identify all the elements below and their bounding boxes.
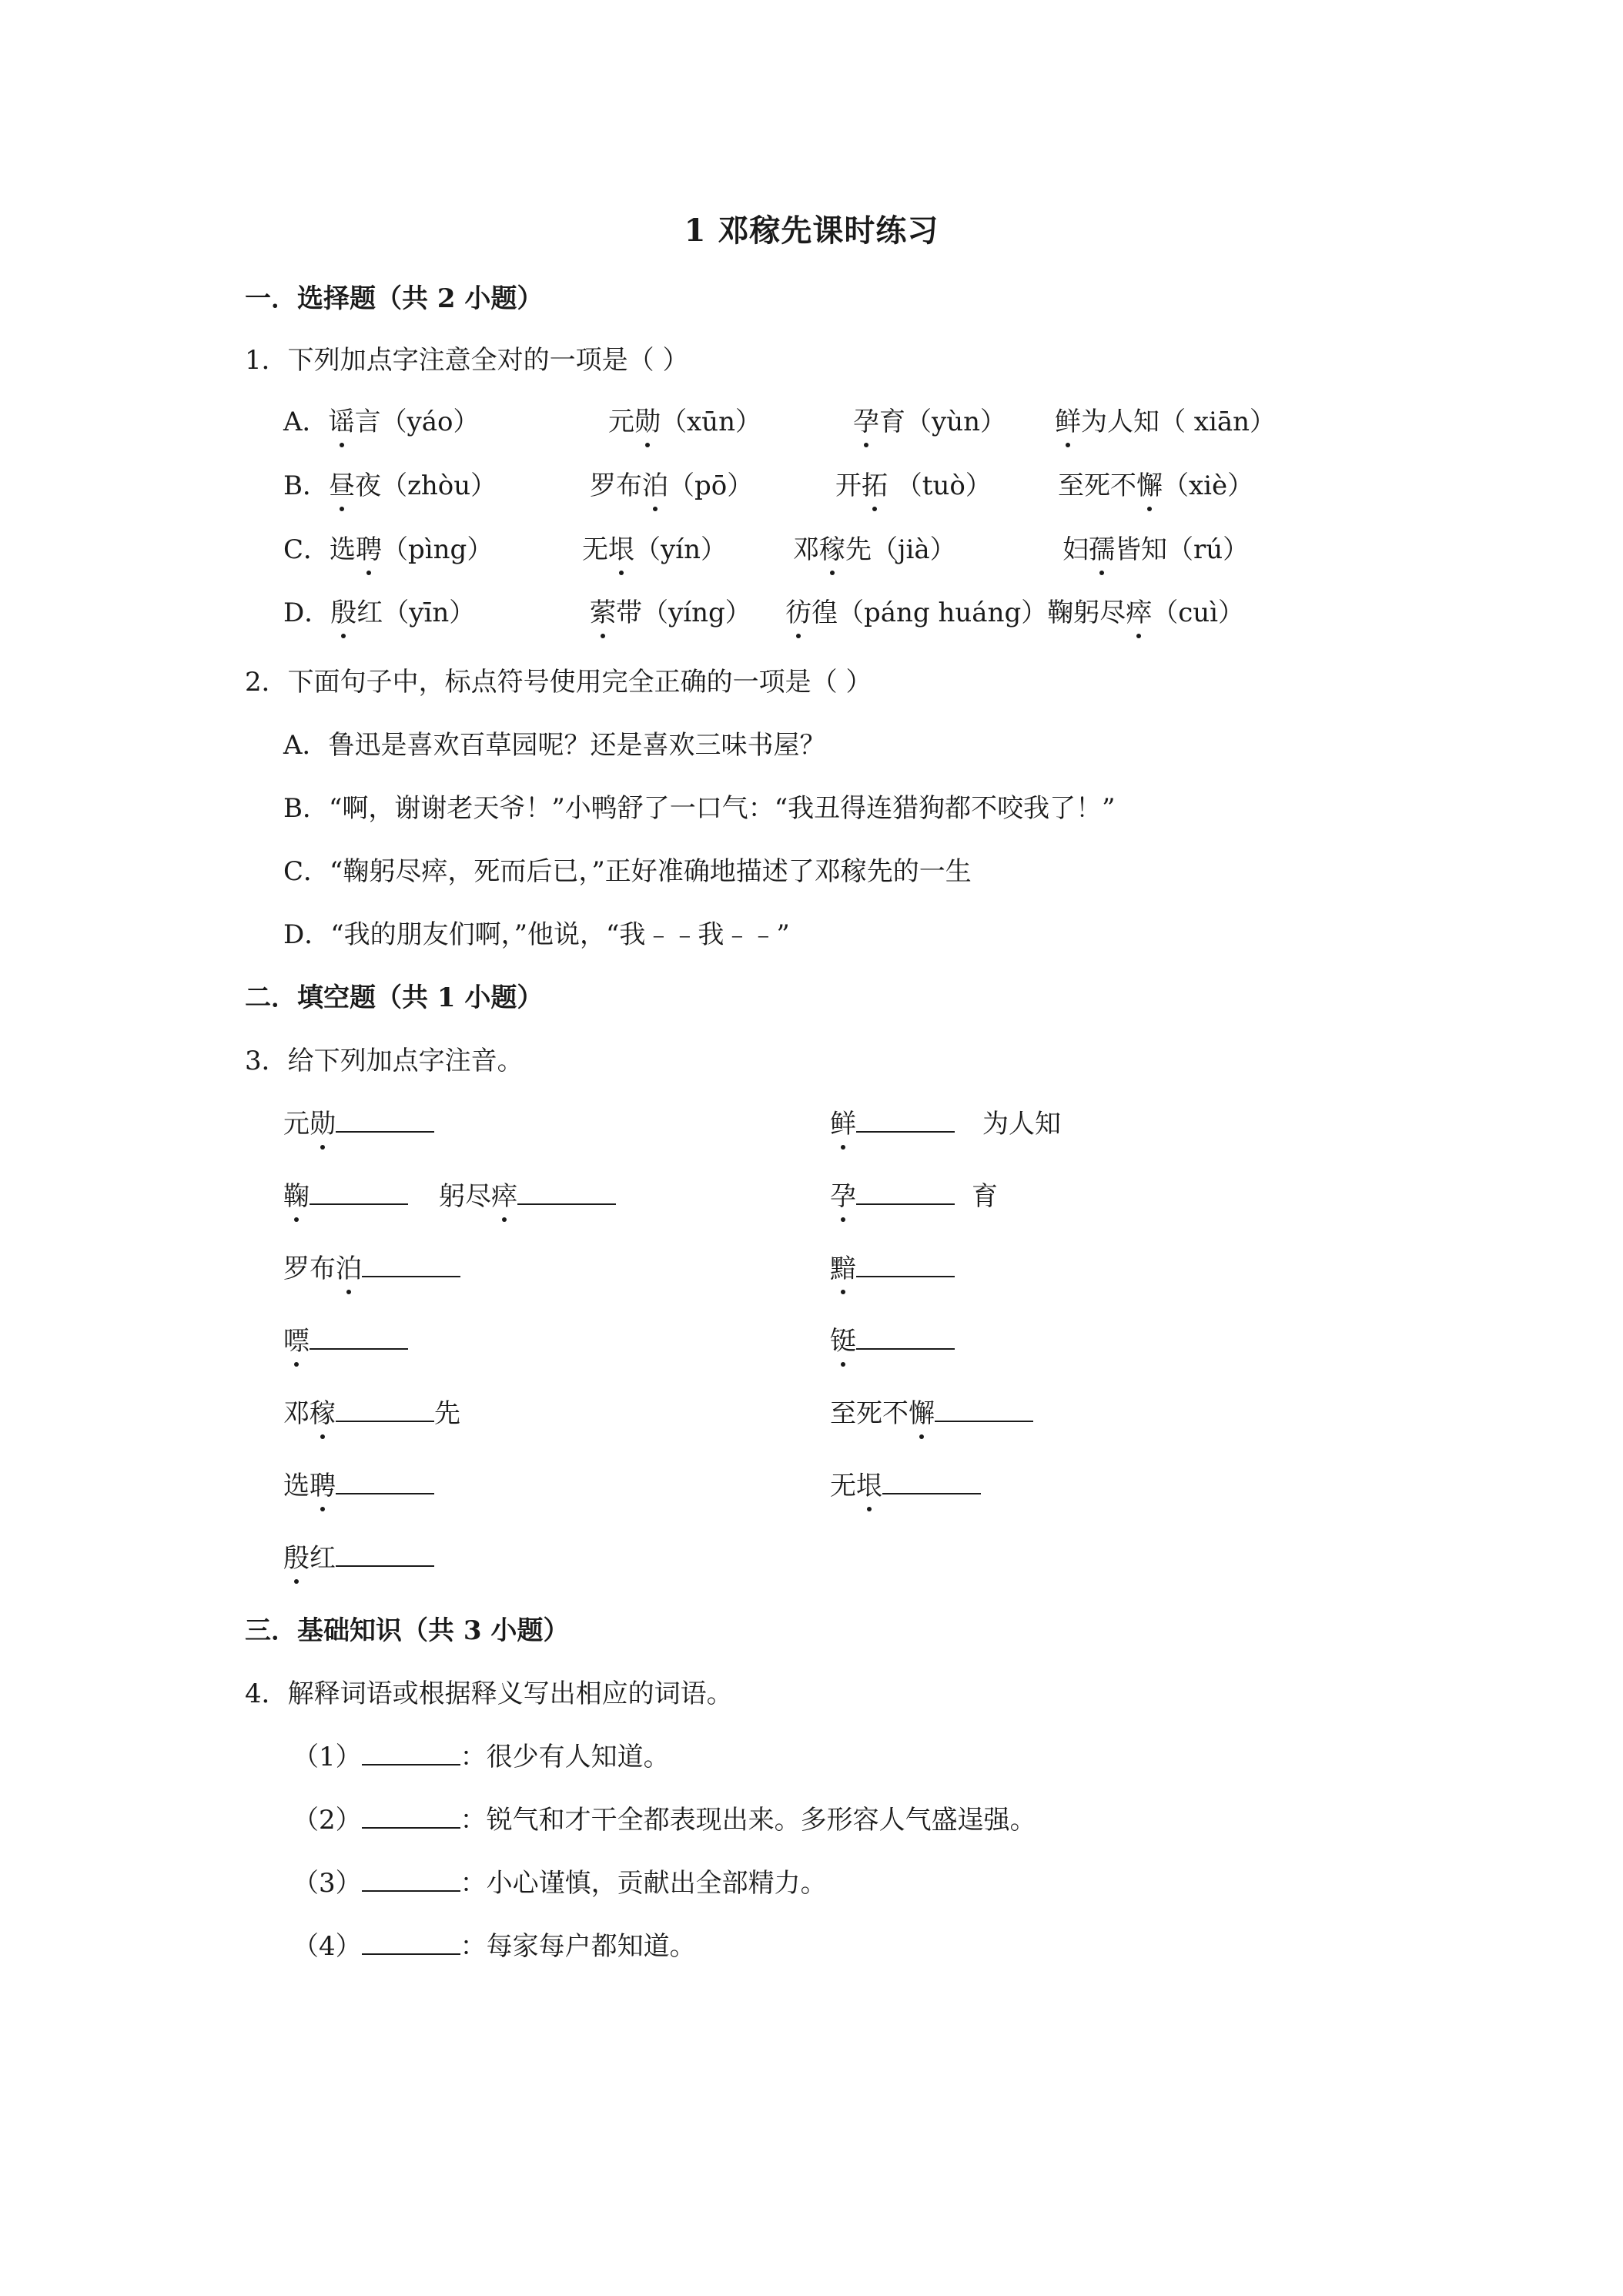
q1-option-d[interactable]: D．殷红（yīn） <box>283 591 475 629</box>
q1-option-b-item3: 开拓 （tuò） <box>835 464 992 502</box>
dotted-char: 稼 <box>819 528 845 566</box>
q3-item-luobupo: 罗布泊 <box>283 1247 460 1285</box>
answer-blank[interactable] <box>362 1253 460 1277</box>
dotted-char: 勋 <box>310 1103 336 1140</box>
dotted-char: 殷 <box>283 1537 310 1575</box>
dotted-char: 铤 <box>830 1320 856 1357</box>
section-heading-fill: 二．填空题（共 1 小题） <box>245 982 544 1013</box>
q3-item-yunyu: 孕 育 <box>830 1175 998 1213</box>
q3-item-xianweirenzhi: 鲜 为人知 <box>830 1103 1061 1140</box>
q4-item-1: （1） ：很少有人知道。 <box>293 1742 670 1772</box>
dotted-char: 聘 <box>310 1464 336 1502</box>
answer-blank[interactable] <box>517 1180 616 1205</box>
q3-item-an <box>830 1247 955 1285</box>
q3-item-wuyin: 无垠 <box>830 1464 981 1502</box>
q3-item-xuanpin: 选聘 <box>283 1464 434 1502</box>
q4-item-2: （2） ：锐气和才干全都表现出来。多形容人气盛逞强。 <box>293 1805 1036 1836</box>
answer-blank[interactable] <box>336 1542 434 1567</box>
q2-option-c[interactable]: C．“鞠躬尽瘁，死而后已，”正好准确地描述了邓稼先的一生 <box>283 856 972 887</box>
question-2-stem: 2．下面句子中，标点符号使用完全正确的一项是（ ） <box>245 667 872 698</box>
q3-item-yuanxun: 元勋 <box>283 1103 434 1140</box>
answer-blank[interactable] <box>856 1108 955 1133</box>
question-3-stem: 3．给下列加点字注音。 <box>245 1046 524 1076</box>
q1-option-a-item2: 元勋（xūn） <box>608 400 761 438</box>
dotted-char: 鲜 <box>1055 400 1081 438</box>
dotted-char: 嘌 <box>283 1320 310 1357</box>
q1-option-b[interactable]: B．昼夜（zhòu） <box>283 464 497 502</box>
q2-option-b[interactable]: B．“啊，谢谢老天爷！”小鸭舒了一口气：“我丑得连猎狗都不咬我了！” <box>283 793 1116 824</box>
dotted-char: 彷 <box>785 591 812 629</box>
dotted-char: 孺 <box>1089 528 1115 566</box>
answer-blank[interactable] <box>362 1741 460 1766</box>
answer-blank[interactable] <box>310 1325 408 1350</box>
answer-blank[interactable] <box>856 1325 955 1350</box>
q3-item-zhisibuxie: 至死不懈 <box>830 1392 1033 1430</box>
answer-blank[interactable] <box>336 1108 434 1133</box>
q2-option-d[interactable]: D．“我的朋友们啊，”他说，“我﹣﹣我﹣﹣” <box>283 919 790 950</box>
q3-item-dengjiaxian: 邓稼 先 <box>283 1392 460 1430</box>
dotted-char: 萦 <box>590 591 616 629</box>
q1-option-a-item3: 孕育（yùn） <box>853 400 1006 438</box>
dotted-char: 聘 <box>356 528 382 566</box>
answer-blank[interactable] <box>856 1180 955 1205</box>
q3-item-piao <box>283 1320 408 1357</box>
question-1-stem: 1．下列加点字注意全对的一项是（ ） <box>245 345 689 376</box>
q2-option-a[interactable]: A．鲁迅是喜欢百草园呢？还是喜欢三味书屋？ <box>283 730 826 761</box>
q1-option-b-item2: 罗布泊（pō） <box>590 464 753 502</box>
q4-item-3: （3） ：小心谨慎，贡献出全部精力。 <box>293 1868 827 1899</box>
dotted-char: 鲜 <box>830 1103 856 1140</box>
q1-option-c[interactable]: C．选聘（pìng） <box>283 528 493 566</box>
q1-option-c-item4: 妇孺皆知（rú） <box>1062 528 1249 566</box>
dotted-char: 殷 <box>330 591 356 629</box>
answer-blank[interactable] <box>362 1804 460 1829</box>
dotted-char: 孕 <box>853 400 879 438</box>
dotted-char: 勋 <box>634 400 661 438</box>
dotted-char: 黯 <box>830 1247 856 1285</box>
section-heading-choice: 一．选择题（共 2 小题） <box>245 283 544 314</box>
dotted-char: 稼 <box>310 1392 336 1430</box>
q1-option-c-item3: 邓稼先（jià） <box>793 528 956 566</box>
q1-option-d-item3: 彷徨（páng huáng）鞠躬尽瘁（cuì） <box>785 591 1244 629</box>
dotted-char: 瘁 <box>1126 591 1152 629</box>
dotted-char: 昼 <box>329 464 355 502</box>
q3-item-jugong: 鞠 躬尽瘁 <box>283 1175 616 1213</box>
dotted-char: 垠 <box>856 1464 882 1502</box>
dotted-char: 泊 <box>642 464 668 502</box>
dotted-char: 瘁 <box>491 1175 517 1213</box>
dotted-char: 懈 <box>909 1392 935 1430</box>
answer-blank[interactable] <box>856 1253 955 1277</box>
answer-blank[interactable] <box>882 1470 981 1494</box>
answer-blank[interactable] <box>310 1180 408 1205</box>
q1-option-d-item2: 萦带（yíng） <box>590 591 751 629</box>
page-title: 1 邓稼先课时练习 <box>684 213 939 249</box>
q4-item-4: （4） ：每家每户都知道。 <box>293 1931 696 1962</box>
dotted-char: 垠 <box>608 528 634 566</box>
dotted-char: 孕 <box>830 1175 856 1213</box>
answer-blank[interactable] <box>935 1397 1033 1422</box>
q1-option-c-item2: 无垠（yín） <box>582 528 727 566</box>
dotted-char: 谣 <box>329 400 355 438</box>
q1-option-b-item4: 至死不懈（xiè） <box>1058 464 1253 502</box>
q3-item-ting <box>830 1320 955 1357</box>
answer-blank[interactable] <box>362 1930 460 1955</box>
dotted-char: 鞠 <box>283 1175 310 1213</box>
answer-blank[interactable] <box>336 1470 434 1494</box>
dotted-char: 拓 <box>862 464 888 502</box>
q1-option-a-item4: 鲜为人知（ xiān） <box>1055 400 1276 438</box>
question-4-stem: 4．解释词语或根据释义写出相应的词语。 <box>245 1678 733 1709</box>
q1-option-a[interactable]: A．谣言（yáo） <box>283 400 480 438</box>
answer-blank[interactable] <box>362 1867 460 1892</box>
answer-blank[interactable] <box>336 1397 434 1422</box>
q3-item-yinhong: 殷红 <box>283 1537 434 1575</box>
dotted-char: 懈 <box>1136 464 1163 502</box>
section-heading-basics: 三．基础知识（共 3 小题） <box>245 1615 570 1646</box>
dotted-char: 泊 <box>336 1247 362 1285</box>
